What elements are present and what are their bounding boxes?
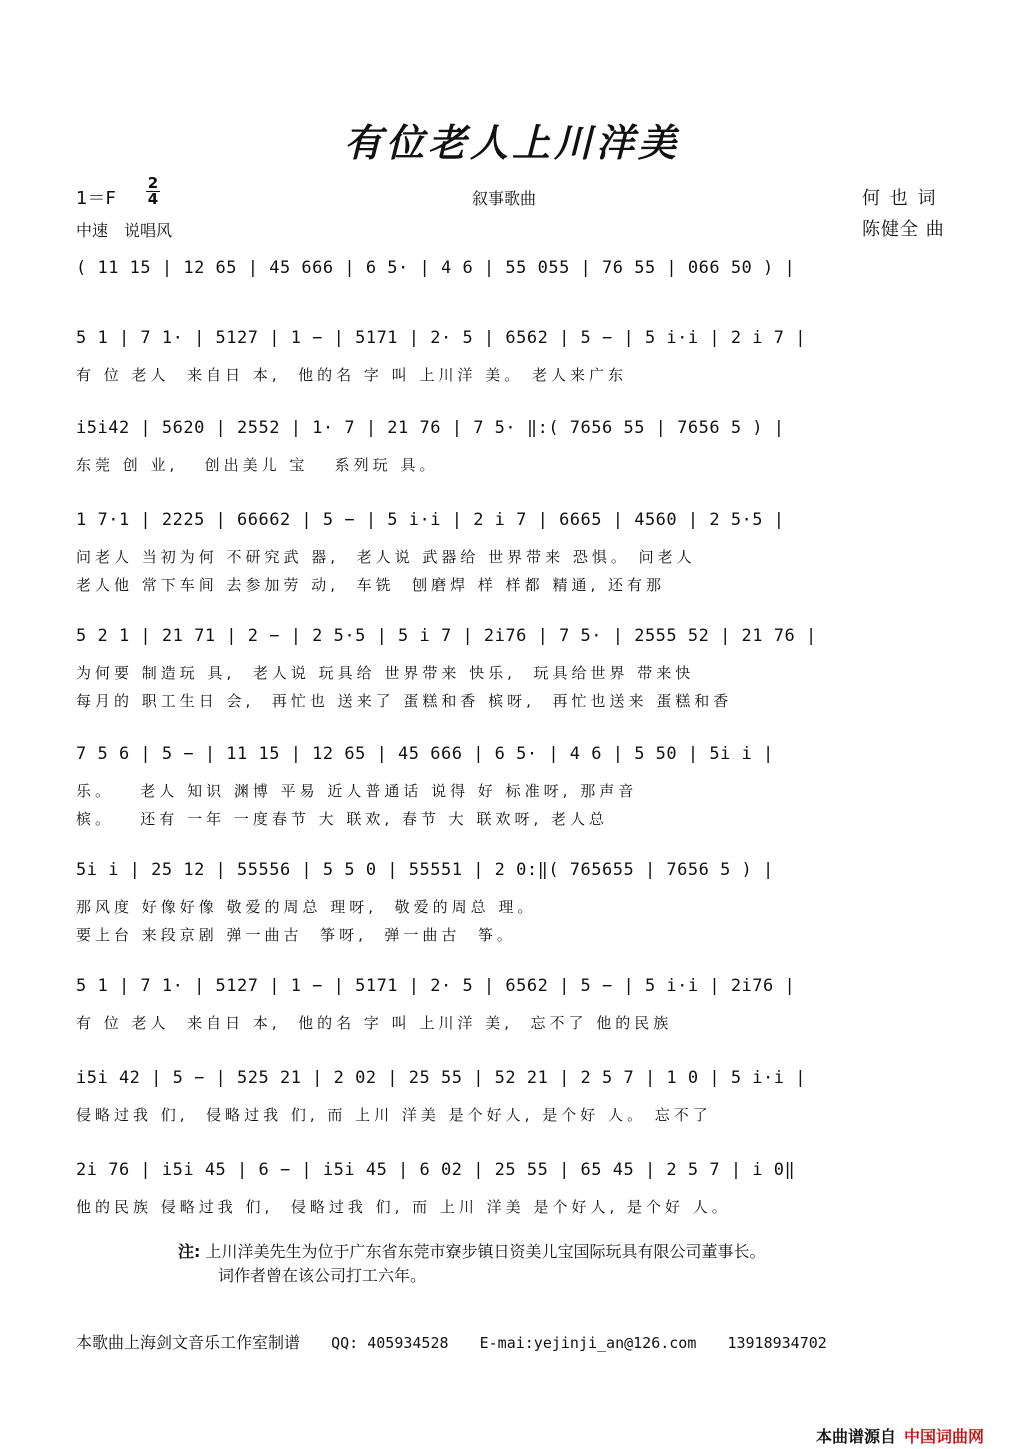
notation-line: 5 2 1 | 21 71 | 2 − | 2 5·5 | 5 i 7 | 2i76 | 7 5· | 2555 52 | 21 76 | (76, 626, 817, 646)
source-prefix: 本曲谱源自 (816, 1427, 897, 1446)
lyricist-credit: 何 也 词 (862, 188, 938, 209)
time-signature-bottom: 4 (147, 190, 159, 208)
footnote (178, 1240, 766, 1288)
time-signature-top: 2 (147, 174, 159, 192)
lyric-verse-1: 他的民族 侵略过我 们, 侵略过我 们, 而 上川 洋美 是个好人, 是个好 人。 (76, 1198, 731, 1216)
email-contact[interactable]: E-mai:yejinji_an@126.com (479, 1334, 697, 1352)
notation-line: ( 11 15 | 12 65 | 45 666 | 6 5· | 4 6 | 55 055 | 76 55 | 066 50 ) | (76, 258, 796, 278)
key-signature: 1＝F (76, 188, 116, 209)
lyric-verse-2: 每月的 职工生日 会, 再忙也 送来了 蛋糕和香 槟呀, 再忙也送来 蛋糕和香 (76, 692, 733, 710)
lyric-verse-2: 要上台 来段京剧 弹一曲古 筝呀, 弹一曲古 筝。 (76, 926, 516, 944)
footnote-label: 注: (178, 1242, 201, 1261)
footnote-line-2: 词作者曾在该公司打工六年。 (218, 1266, 427, 1285)
notation-line: 2i 76 | i5i 45 | 6 − | i5i 45 | 6 02 | 25 55 | 65 45 | 2 5 7 | i 0‖ (76, 1160, 796, 1180)
source-credit (816, 1424, 984, 1447)
source-site-link[interactable]: 中国词曲网 (904, 1427, 985, 1446)
song-title: 有位老人上川洋美 (343, 120, 680, 165)
lyric-verse-1: 侵略过我 们, 侵略过我 们, 而 上川 洋美 是个好人, 是个好 人。 忘不了 (76, 1106, 712, 1124)
footer (76, 1330, 956, 1353)
time-signature (146, 176, 160, 207)
song-genre: 叙事歌曲 (472, 189, 537, 208)
lyric-verse-1: 乐。 老人 知识 渊博 平易 近人普通话 说得 好 标准呀, 那声音 (76, 782, 638, 800)
notation-line: i5i 42 | 5 − | 525 21 | 2 02 | 25 55 | 52 21 | 2 5 7 | 1 0 | 5 i·i | (76, 1068, 806, 1088)
notation-line: 5i i | 25 12 | 55556 | 5 5 0 | 55551 | 2 0:‖( 765655 | 7656 5 ) | (76, 860, 774, 880)
footnote-line-1: 上川洋美先生为位于广东省东莞市寮步镇日资美儿宝国际玩具有限公司董事长。 (205, 1242, 766, 1261)
lyric-verse-2: 老人他 常下车间 去参加劳 动, 车铣 刨磨焊 样 样都 精通, 还有那 (76, 576, 665, 594)
notation-line: 5 1 | 7 1· | 5127 | 1 − | 5171 | 2· 5 | 6562 | 5 − | 5 i·i | 2 i 7 | (76, 328, 806, 348)
lyric-verse-1: 有 位 老人 来自日 本, 他的名 字 叫 上川洋 美。 老人来广东 (76, 366, 627, 384)
lyric-verse-1: 东莞 创 业, 创出美儿 宝 系列玩 具。 (76, 456, 439, 474)
studio-credit: 本歌曲上海剑文音乐工作室制谱 (76, 1333, 301, 1352)
lyric-verse-1: 为何要 制造玩 具, 老人说 玩具给 世界带来 快乐, 玩具给世界 带来快 (76, 664, 695, 682)
lyric-verse-1: 有 位 老人 来自日 本, 他的名 字 叫 上川洋 美, 忘不了 他的民族 (76, 1014, 673, 1032)
lyric-verse-1: 问老人 当初为何 不研究武 器, 老人说 武器给 世界带来 恐惧。 问老人 (76, 548, 696, 566)
tempo-marking: 中速 说唱风 (76, 221, 173, 240)
lyric-verse-1: 那风度 好像好像 敬爱的周总 理呀, 敬爱的周总 理。 (76, 898, 537, 916)
phone-contact: 13918934702 (727, 1334, 827, 1352)
top-margin (0, 0, 1024, 8)
notation-line: 7 5 6 | 5 − | 11 15 | 12 65 | 45 666 | 6 5· | 4 6 | 5 50 | 5i i | (76, 744, 774, 764)
notation-line: 1 7·1 | 2225 | 66662 | 5 − | 5 i·i | 2 i 7 | 6665 | 4560 | 2 5·5 | (76, 510, 785, 530)
qq-contact: QQ: 405934528 (331, 1334, 449, 1352)
notation-line: 5 1 | 7 1· | 5127 | 1 − | 5171 | 2· 5 | 6562 | 5 − | 5 i·i | 2i76 | (76, 976, 796, 996)
composer-credit: 陈健全 曲 (862, 219, 945, 240)
notation-line: i5i42 | 5620 | 2552 | 1· 7 | 21 76 | 7 5· ‖:( 7656 55 | 7656 5 ) | (76, 418, 785, 438)
lyric-verse-2: 槟。 还有 一年 一度春节 大 联欢, 春节 大 联欢呀, 老人总 (76, 810, 608, 828)
